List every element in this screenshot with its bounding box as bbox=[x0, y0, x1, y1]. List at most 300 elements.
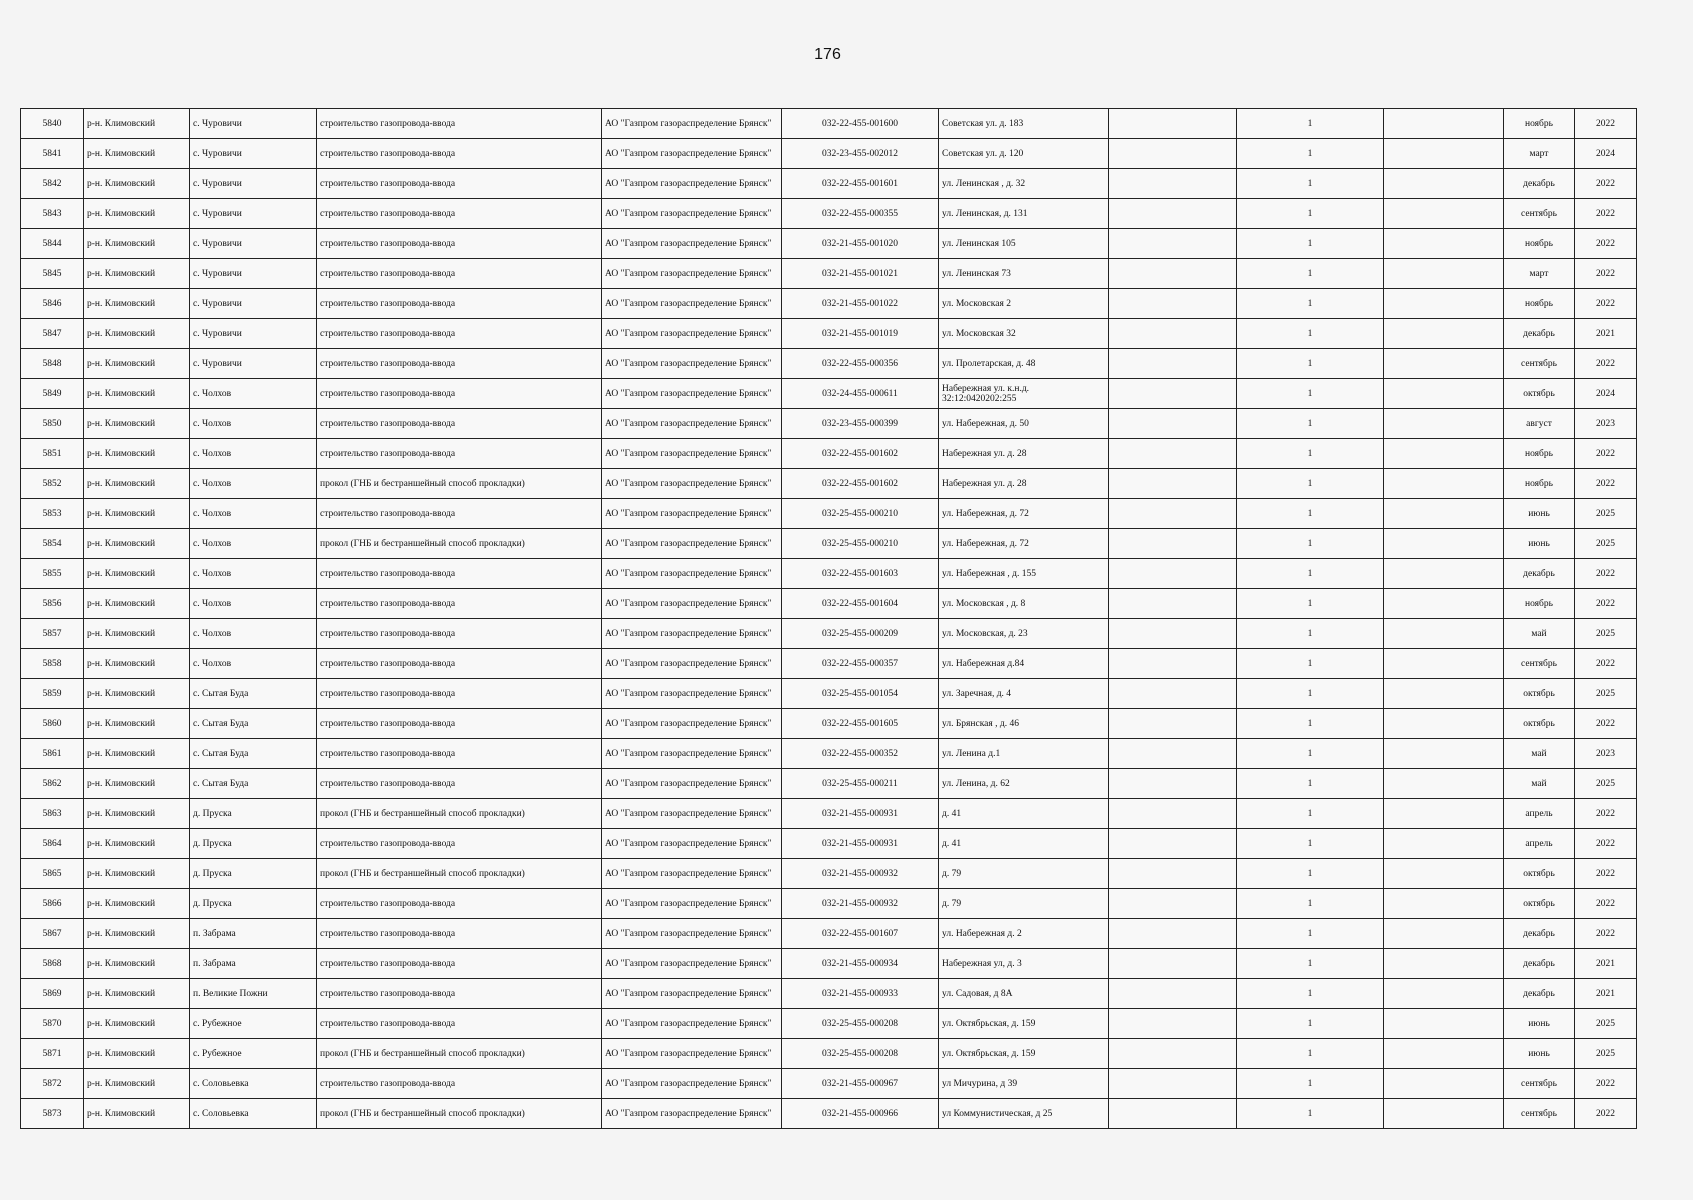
organization-cell: АО "Газпром газораспределение Брянск" bbox=[602, 529, 782, 559]
month-cell: апрель bbox=[1504, 799, 1575, 829]
quantity-cell: 1 bbox=[1237, 379, 1384, 409]
object-code-cell: 032-23-455-000399 bbox=[782, 409, 939, 439]
empty-cell bbox=[1384, 529, 1504, 559]
empty-cell bbox=[1384, 139, 1504, 169]
work-type-cell: строительство газопровода-ввода bbox=[317, 709, 602, 739]
locality-cell: п. Забрама bbox=[190, 919, 317, 949]
row-number: 5869 bbox=[21, 979, 84, 1009]
empty-cell bbox=[1384, 289, 1504, 319]
work-type-cell: прокол (ГНБ и бестраншейный способ прокладки) bbox=[317, 859, 602, 889]
empty-cell bbox=[1109, 739, 1237, 769]
district-cell: р-н. Климовский bbox=[84, 559, 190, 589]
organization-cell: АО "Газпром газораспределение Брянск" bbox=[602, 1099, 782, 1129]
organization-cell: АО "Газпром газораспределение Брянск" bbox=[602, 499, 782, 529]
table-row bbox=[21, 139, 1637, 169]
locality-cell: с. Сытая Буда bbox=[190, 709, 317, 739]
table-row bbox=[21, 469, 1637, 499]
work-type-cell: строительство газопровода-ввода bbox=[317, 139, 602, 169]
year-cell: 2022 bbox=[1575, 109, 1637, 139]
address-cell: ул. Набережная, д. 72 bbox=[939, 499, 1109, 529]
empty-cell bbox=[1109, 229, 1237, 259]
district-cell: р-н. Климовский bbox=[84, 829, 190, 859]
empty-cell bbox=[1384, 259, 1504, 289]
empty-cell bbox=[1384, 1099, 1504, 1129]
row-number: 5861 bbox=[21, 739, 84, 769]
address-cell: ул. Октябрьская, д. 159 bbox=[939, 1039, 1109, 1069]
locality-cell: с. Чуровичи bbox=[190, 319, 317, 349]
district-cell: р-н. Климовский bbox=[84, 679, 190, 709]
table-row bbox=[21, 169, 1637, 199]
empty-cell bbox=[1109, 1009, 1237, 1039]
locality-cell: с. Чуровичи bbox=[190, 109, 317, 139]
empty-cell bbox=[1109, 379, 1237, 409]
empty-cell bbox=[1384, 1009, 1504, 1039]
locality-cell: с. Чолхов bbox=[190, 469, 317, 499]
row-number: 5859 bbox=[21, 679, 84, 709]
quantity-cell: 1 bbox=[1237, 1069, 1384, 1099]
address-cell: ул. Октябрьская, д. 159 bbox=[939, 1009, 1109, 1039]
quantity-cell: 1 bbox=[1237, 709, 1384, 739]
row-number: 5853 bbox=[21, 499, 84, 529]
object-code-cell: 032-22-455-001601 bbox=[782, 169, 939, 199]
year-cell: 2022 bbox=[1575, 469, 1637, 499]
work-type-cell: строительство газопровода-ввода bbox=[317, 559, 602, 589]
district-cell: р-н. Климовский bbox=[84, 739, 190, 769]
month-cell: сентябрь bbox=[1504, 349, 1575, 379]
address-cell: ул. Ленинская 105 bbox=[939, 229, 1109, 259]
district-cell: р-н. Климовский bbox=[84, 859, 190, 889]
month-cell: сентябрь bbox=[1504, 1069, 1575, 1099]
organization-cell: АО "Газпром газораспределение Брянск" bbox=[602, 409, 782, 439]
table-row bbox=[21, 409, 1637, 439]
empty-cell bbox=[1384, 1039, 1504, 1069]
organization-cell: АО "Газпром газораспределение Брянск" bbox=[602, 679, 782, 709]
work-type-cell: строительство газопровода-ввода bbox=[317, 739, 602, 769]
quantity-cell: 1 bbox=[1237, 469, 1384, 499]
year-cell: 2022 bbox=[1575, 349, 1637, 379]
address-cell: ул. Ленина, д. 62 bbox=[939, 769, 1109, 799]
empty-cell bbox=[1384, 229, 1504, 259]
empty-cell bbox=[1109, 979, 1237, 1009]
year-cell: 2022 bbox=[1575, 229, 1637, 259]
empty-cell bbox=[1384, 409, 1504, 439]
work-type-cell: строительство газопровода-ввода bbox=[317, 379, 602, 409]
address-cell: ул. Брянская , д. 46 bbox=[939, 709, 1109, 739]
year-cell: 2022 bbox=[1575, 799, 1637, 829]
object-code-cell: 032-22-455-001607 bbox=[782, 919, 939, 949]
address-cell: ул. Пролетарская, д. 48 bbox=[939, 349, 1109, 379]
work-type-cell: строительство газопровода-ввода bbox=[317, 349, 602, 379]
year-cell: 2022 bbox=[1575, 709, 1637, 739]
month-cell: сентябрь bbox=[1504, 199, 1575, 229]
organization-cell: АО "Газпром газораспределение Брянск" bbox=[602, 1069, 782, 1099]
month-cell: март bbox=[1504, 139, 1575, 169]
row-number: 5858 bbox=[21, 649, 84, 679]
empty-cell bbox=[1384, 859, 1504, 889]
row-number: 5851 bbox=[21, 439, 84, 469]
locality-cell: с. Чуровичи bbox=[190, 139, 317, 169]
object-code-cell: 032-25-455-000210 bbox=[782, 529, 939, 559]
address-cell: ул. Ленинская, д. 131 bbox=[939, 199, 1109, 229]
row-number: 5873 bbox=[21, 1099, 84, 1129]
organization-cell: АО "Газпром газораспределение Брянск" bbox=[602, 769, 782, 799]
month-cell: март bbox=[1504, 259, 1575, 289]
empty-cell bbox=[1109, 709, 1237, 739]
year-cell: 2022 bbox=[1575, 919, 1637, 949]
table-row bbox=[21, 889, 1637, 919]
month-cell: ноябрь bbox=[1504, 229, 1575, 259]
empty-cell bbox=[1109, 829, 1237, 859]
empty-cell bbox=[1109, 1069, 1237, 1099]
year-cell: 2022 bbox=[1575, 1069, 1637, 1099]
table-row bbox=[21, 679, 1637, 709]
quantity-cell: 1 bbox=[1237, 289, 1384, 319]
row-number: 5870 bbox=[21, 1009, 84, 1039]
organization-cell: АО "Газпром газораспределение Брянск" bbox=[602, 619, 782, 649]
row-number: 5854 bbox=[21, 529, 84, 559]
row-number: 5848 bbox=[21, 349, 84, 379]
quantity-cell: 1 bbox=[1237, 529, 1384, 559]
address-cell: ул. Набережная , д. 155 bbox=[939, 559, 1109, 589]
table-row bbox=[21, 349, 1637, 379]
empty-cell bbox=[1384, 679, 1504, 709]
object-code-cell: 032-21-455-000932 bbox=[782, 859, 939, 889]
organization-cell: АО "Газпром газораспределение Брянск" bbox=[602, 109, 782, 139]
empty-cell bbox=[1109, 409, 1237, 439]
locality-cell: с. Чуровичи bbox=[190, 259, 317, 289]
month-cell: декабрь bbox=[1504, 979, 1575, 1009]
object-code-cell: 032-21-455-001022 bbox=[782, 289, 939, 319]
work-type-cell: строительство газопровода-ввода bbox=[317, 979, 602, 1009]
district-cell: р-н. Климовский bbox=[84, 529, 190, 559]
address-cell: ул. Ленинская , д. 32 bbox=[939, 169, 1109, 199]
row-number: 5865 bbox=[21, 859, 84, 889]
object-code-cell: 032-22-455-001600 bbox=[782, 109, 939, 139]
quantity-cell: 1 bbox=[1237, 1099, 1384, 1129]
empty-cell bbox=[1109, 169, 1237, 199]
district-cell: р-н. Климовский bbox=[84, 379, 190, 409]
month-cell: декабрь bbox=[1504, 169, 1575, 199]
organization-cell: АО "Газпром газораспределение Брянск" bbox=[602, 199, 782, 229]
table-row bbox=[21, 649, 1637, 679]
empty-cell bbox=[1109, 109, 1237, 139]
row-number: 5864 bbox=[21, 829, 84, 859]
table-row bbox=[21, 1069, 1637, 1099]
quantity-cell: 1 bbox=[1237, 559, 1384, 589]
empty-cell bbox=[1109, 529, 1237, 559]
object-code-cell: 032-22-455-001602 bbox=[782, 439, 939, 469]
work-type-cell: строительство газопровода-ввода bbox=[317, 259, 602, 289]
row-number: 5863 bbox=[21, 799, 84, 829]
quantity-cell: 1 bbox=[1237, 349, 1384, 379]
empty-cell bbox=[1384, 739, 1504, 769]
district-cell: р-н. Климовский bbox=[84, 799, 190, 829]
registry-table bbox=[20, 108, 1637, 1129]
month-cell: ноябрь bbox=[1504, 439, 1575, 469]
organization-cell: АО "Газпром газораспределение Брянск" bbox=[602, 649, 782, 679]
locality-cell: с. Чолхов bbox=[190, 379, 317, 409]
district-cell: р-н. Климовский bbox=[84, 439, 190, 469]
quantity-cell: 1 bbox=[1237, 439, 1384, 469]
object-code-cell: 032-21-455-001019 bbox=[782, 319, 939, 349]
organization-cell: АО "Газпром газораспределение Брянск" bbox=[602, 319, 782, 349]
empty-cell bbox=[1109, 799, 1237, 829]
locality-cell: с. Рубежное bbox=[190, 1039, 317, 1069]
district-cell: р-н. Климовский bbox=[84, 619, 190, 649]
address-cell: Советская ул. д. 120 bbox=[939, 139, 1109, 169]
address-cell: ул. Ленинская 73 bbox=[939, 259, 1109, 289]
work-type-cell: прокол (ГНБ и бестраншейный способ прокладки) bbox=[317, 469, 602, 499]
quantity-cell: 1 bbox=[1237, 589, 1384, 619]
locality-cell: с. Чолхов bbox=[190, 619, 317, 649]
month-cell: апрель bbox=[1504, 829, 1575, 859]
month-cell: октябрь bbox=[1504, 709, 1575, 739]
row-number: 5868 bbox=[21, 949, 84, 979]
district-cell: р-н. Климовский bbox=[84, 649, 190, 679]
locality-cell: с. Чолхов bbox=[190, 529, 317, 559]
object-code-cell: 032-25-455-000208 bbox=[782, 1039, 939, 1069]
organization-cell: АО "Газпром газораспределение Брянск" bbox=[602, 439, 782, 469]
empty-cell bbox=[1384, 589, 1504, 619]
table-row bbox=[21, 529, 1637, 559]
table-row bbox=[21, 1039, 1637, 1069]
empty-cell bbox=[1384, 709, 1504, 739]
year-cell: 2025 bbox=[1575, 619, 1637, 649]
row-number: 5856 bbox=[21, 589, 84, 619]
district-cell: р-н. Климовский bbox=[84, 769, 190, 799]
address-cell: ул. Московская 2 bbox=[939, 289, 1109, 319]
object-code-cell: 032-21-455-000967 bbox=[782, 1069, 939, 1099]
object-code-cell: 032-25-455-000209 bbox=[782, 619, 939, 649]
work-type-cell: строительство газопровода-ввода bbox=[317, 199, 602, 229]
empty-cell bbox=[1109, 469, 1237, 499]
table-row bbox=[21, 379, 1637, 409]
object-code-cell: 032-22-455-001602 bbox=[782, 469, 939, 499]
empty-cell bbox=[1384, 469, 1504, 499]
year-cell: 2022 bbox=[1575, 559, 1637, 589]
empty-cell bbox=[1109, 1039, 1237, 1069]
district-cell: р-н. Климовский bbox=[84, 259, 190, 289]
table-row bbox=[21, 769, 1637, 799]
object-code-cell: 032-23-455-002012 bbox=[782, 139, 939, 169]
address-cell: ул Коммунистическая, д 25 bbox=[939, 1099, 1109, 1129]
object-code-cell: 032-22-455-000352 bbox=[782, 739, 939, 769]
locality-cell: с. Чолхов bbox=[190, 649, 317, 679]
quantity-cell: 1 bbox=[1237, 679, 1384, 709]
district-cell: р-н. Климовский bbox=[84, 469, 190, 499]
row-number: 5857 bbox=[21, 619, 84, 649]
work-type-cell: прокол (ГНБ и бестраншейный способ прокладки) bbox=[317, 1099, 602, 1129]
work-type-cell: строительство газопровода-ввода bbox=[317, 919, 602, 949]
month-cell: ноябрь bbox=[1504, 469, 1575, 499]
month-cell: декабрь bbox=[1504, 559, 1575, 589]
work-type-cell: прокол (ГНБ и бестраншейный способ прокладки) bbox=[317, 799, 602, 829]
empty-cell bbox=[1384, 919, 1504, 949]
locality-cell: п. Великие Пожни bbox=[190, 979, 317, 1009]
quantity-cell: 1 bbox=[1237, 979, 1384, 1009]
object-code-cell: 032-21-455-000931 bbox=[782, 829, 939, 859]
object-code-cell: 032-24-455-000611 bbox=[782, 379, 939, 409]
organization-cell: АО "Газпром газораспределение Брянск" bbox=[602, 979, 782, 1009]
empty-cell bbox=[1109, 349, 1237, 379]
organization-cell: АО "Газпром газораспределение Брянск" bbox=[602, 859, 782, 889]
address-cell: ул. Набережная д.84 bbox=[939, 649, 1109, 679]
locality-cell: д. Пруска bbox=[190, 799, 317, 829]
work-type-cell: строительство газопровода-ввода bbox=[317, 289, 602, 319]
work-type-cell: строительство газопровода-ввода bbox=[317, 229, 602, 259]
empty-cell bbox=[1384, 379, 1504, 409]
object-code-cell: 032-21-455-000966 bbox=[782, 1099, 939, 1129]
month-cell: сентябрь bbox=[1504, 649, 1575, 679]
address-cell: Набережная ул. к.н.д. 32:12:0420202:255 bbox=[939, 379, 1109, 409]
address-cell: ул. Набережная, д. 50 bbox=[939, 409, 1109, 439]
month-cell: май bbox=[1504, 619, 1575, 649]
address-cell: Советская ул. д. 183 bbox=[939, 109, 1109, 139]
quantity-cell: 1 bbox=[1237, 739, 1384, 769]
work-type-cell: строительство газопровода-ввода bbox=[317, 1069, 602, 1099]
empty-cell bbox=[1109, 199, 1237, 229]
year-cell: 2022 bbox=[1575, 859, 1637, 889]
locality-cell: с. Чуровичи bbox=[190, 349, 317, 379]
month-cell: май bbox=[1504, 739, 1575, 769]
work-type-cell: строительство газопровода-ввода bbox=[317, 949, 602, 979]
month-cell: декабрь bbox=[1504, 949, 1575, 979]
year-cell: 2022 bbox=[1575, 829, 1637, 859]
month-cell: сентябрь bbox=[1504, 1099, 1575, 1129]
work-type-cell: строительство газопровода-ввода bbox=[317, 169, 602, 199]
year-cell: 2022 bbox=[1575, 199, 1637, 229]
table-row bbox=[21, 229, 1637, 259]
empty-cell bbox=[1109, 289, 1237, 319]
quantity-cell: 1 bbox=[1237, 499, 1384, 529]
month-cell: июнь bbox=[1504, 1039, 1575, 1069]
empty-cell bbox=[1109, 1099, 1237, 1129]
empty-cell bbox=[1109, 559, 1237, 589]
organization-cell: АО "Газпром газораспределение Брянск" bbox=[602, 289, 782, 319]
empty-cell bbox=[1109, 499, 1237, 529]
work-type-cell: строительство газопровода-ввода bbox=[317, 319, 602, 349]
organization-cell: АО "Газпром газораспределение Брянск" bbox=[602, 589, 782, 619]
table-row bbox=[21, 439, 1637, 469]
organization-cell: АО "Газпром газораспределение Брянск" bbox=[602, 949, 782, 979]
row-number: 5850 bbox=[21, 409, 84, 439]
empty-cell bbox=[1384, 649, 1504, 679]
year-cell: 2022 bbox=[1575, 169, 1637, 199]
empty-cell bbox=[1109, 859, 1237, 889]
year-cell: 2025 bbox=[1575, 1039, 1637, 1069]
empty-cell bbox=[1109, 319, 1237, 349]
address-cell: ул. Садовая, д 8А bbox=[939, 979, 1109, 1009]
object-code-cell: 032-21-455-000934 bbox=[782, 949, 939, 979]
object-code-cell: 032-22-455-000355 bbox=[782, 199, 939, 229]
year-cell: 2025 bbox=[1575, 679, 1637, 709]
district-cell: р-н. Климовский bbox=[84, 229, 190, 259]
organization-cell: АО "Газпром газораспределение Брянск" bbox=[602, 229, 782, 259]
empty-cell bbox=[1384, 619, 1504, 649]
locality-cell: с. Сытая Буда bbox=[190, 769, 317, 799]
table-row bbox=[21, 979, 1637, 1009]
table-row bbox=[21, 1099, 1637, 1129]
address-cell: Набережная ул. д. 28 bbox=[939, 469, 1109, 499]
table-row bbox=[21, 199, 1637, 229]
table-row bbox=[21, 499, 1637, 529]
district-cell: р-н. Климовский bbox=[84, 1069, 190, 1099]
year-cell: 2023 bbox=[1575, 739, 1637, 769]
work-type-cell: строительство газопровода-ввода bbox=[317, 439, 602, 469]
empty-cell bbox=[1384, 439, 1504, 469]
locality-cell: с. Чолхов bbox=[190, 559, 317, 589]
district-cell: р-н. Климовский bbox=[84, 979, 190, 1009]
quantity-cell: 1 bbox=[1237, 169, 1384, 199]
empty-cell bbox=[1384, 799, 1504, 829]
organization-cell: АО "Газпром газораспределение Брянск" bbox=[602, 1039, 782, 1069]
year-cell: 2025 bbox=[1575, 1009, 1637, 1039]
object-code-cell: 032-25-455-000210 bbox=[782, 499, 939, 529]
district-cell: р-н. Климовский bbox=[84, 409, 190, 439]
table-row bbox=[21, 949, 1637, 979]
object-code-cell: 032-21-455-001021 bbox=[782, 259, 939, 289]
month-cell: август bbox=[1504, 409, 1575, 439]
district-cell: р-н. Климовский bbox=[84, 1009, 190, 1039]
locality-cell: с. Соловьевка bbox=[190, 1099, 317, 1129]
object-code-cell: 032-21-455-000932 bbox=[782, 889, 939, 919]
month-cell: июнь bbox=[1504, 529, 1575, 559]
empty-cell bbox=[1384, 199, 1504, 229]
work-type-cell: строительство газопровода-ввода bbox=[317, 889, 602, 919]
month-cell: ноябрь bbox=[1504, 289, 1575, 319]
district-cell: р-н. Климовский bbox=[84, 889, 190, 919]
empty-cell bbox=[1109, 259, 1237, 289]
locality-cell: с. Чуровичи bbox=[190, 289, 317, 319]
locality-cell: с. Сытая Буда bbox=[190, 679, 317, 709]
row-number: 5843 bbox=[21, 199, 84, 229]
address-cell: ул. Набережная, д. 72 bbox=[939, 529, 1109, 559]
quantity-cell: 1 bbox=[1237, 319, 1384, 349]
address-cell: ул. Заречная, д. 4 bbox=[939, 679, 1109, 709]
year-cell: 2022 bbox=[1575, 1099, 1637, 1129]
address-cell: ул. Набережная д. 2 bbox=[939, 919, 1109, 949]
year-cell: 2024 bbox=[1575, 139, 1637, 169]
row-number: 5840 bbox=[21, 109, 84, 139]
empty-cell bbox=[1109, 919, 1237, 949]
address-cell: д. 79 bbox=[939, 859, 1109, 889]
object-code-cell: 032-22-455-000357 bbox=[782, 649, 939, 679]
table-row bbox=[21, 559, 1637, 589]
object-code-cell: 032-22-455-001604 bbox=[782, 589, 939, 619]
empty-cell bbox=[1109, 439, 1237, 469]
organization-cell: АО "Газпром газораспределение Брянск" bbox=[602, 1009, 782, 1039]
district-cell: р-н. Климовский bbox=[84, 199, 190, 229]
year-cell: 2021 bbox=[1575, 319, 1637, 349]
empty-cell bbox=[1384, 889, 1504, 919]
empty-cell bbox=[1384, 319, 1504, 349]
month-cell: декабрь bbox=[1504, 319, 1575, 349]
object-code-cell: 032-25-455-000208 bbox=[782, 1009, 939, 1039]
quantity-cell: 1 bbox=[1237, 799, 1384, 829]
quantity-cell: 1 bbox=[1237, 859, 1384, 889]
locality-cell: с. Чолхов bbox=[190, 589, 317, 619]
quantity-cell: 1 bbox=[1237, 919, 1384, 949]
table-row bbox=[21, 589, 1637, 619]
year-cell: 2025 bbox=[1575, 769, 1637, 799]
district-cell: р-н. Климовский bbox=[84, 1099, 190, 1129]
table-body bbox=[21, 109, 1637, 1129]
locality-cell: с. Сытая Буда bbox=[190, 739, 317, 769]
organization-cell: АО "Газпром газораспределение Брянск" bbox=[602, 349, 782, 379]
table-row bbox=[21, 799, 1637, 829]
address-cell: ул. Московская, д. 23 bbox=[939, 619, 1109, 649]
year-cell: 2021 bbox=[1575, 979, 1637, 1009]
